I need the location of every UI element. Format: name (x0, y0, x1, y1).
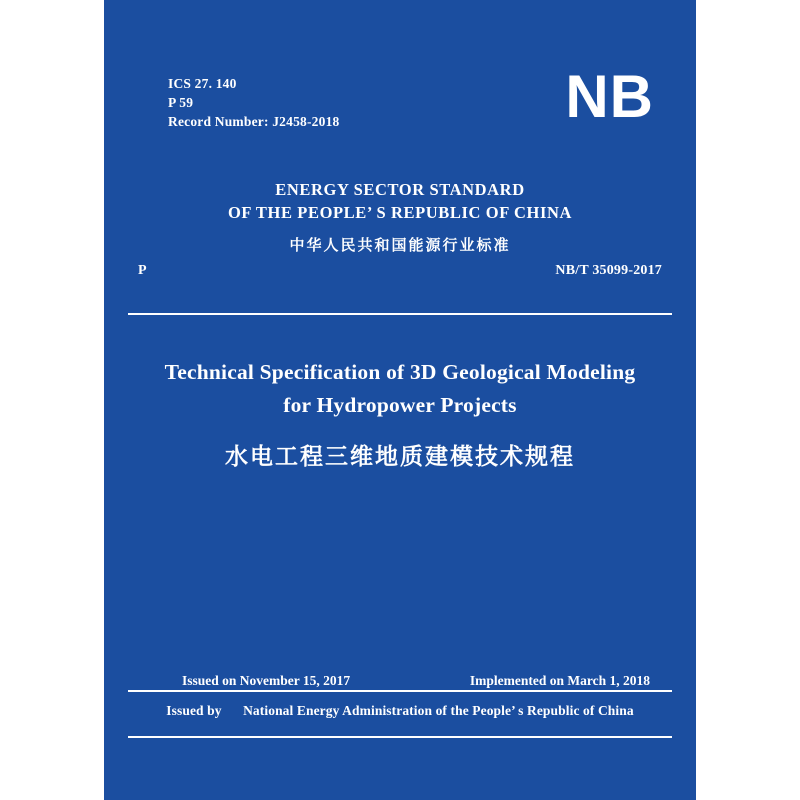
implemented-date: Implemented on March 1, 2018 (469, 673, 650, 688)
record-number: Record Number: J2458-2018 (168, 114, 340, 129)
title-chinese: 水电工程三维地质建模技术规程 (225, 444, 575, 470)
issued-by-label: Issued by (166, 703, 222, 718)
classification-code: P 59 (168, 95, 194, 110)
divider-middle (128, 690, 672, 692)
heading-line-2: OF THE PEOPLE’ S REPUBLIC OF CHINA (227, 203, 573, 222)
identifier-block (168, 74, 339, 131)
nb-logo: NB (565, 63, 654, 130)
standard-number: NB/T 35099-2017 (555, 263, 662, 278)
title-english-line-2: for Hydropower Projects (283, 393, 517, 417)
ics-number: ICS 27. 140 (168, 76, 237, 91)
issued-date: Issued on November 15, 2017 (182, 673, 351, 688)
cover-top-area (104, 63, 696, 164)
title-english-line-1: Technical Specification of 3D Geological Modeling (164, 360, 636, 384)
date-row (104, 673, 696, 691)
standard-cover-page (104, 0, 696, 800)
standard-heading (104, 178, 696, 255)
standard-code-row (104, 263, 696, 283)
title-block (104, 356, 696, 471)
issuer-row (104, 703, 696, 719)
heading-line-1: ENERGY SECTOR STANDARD (275, 180, 525, 199)
divider-top (128, 313, 672, 315)
heading-chinese: 中华人民共和国能源行业标准 (289, 236, 511, 254)
divider-bottom (128, 736, 672, 738)
category-letter: P (138, 263, 147, 278)
issuer-organization: National Energy Administration of the People’ s Republic of China (243, 703, 634, 718)
